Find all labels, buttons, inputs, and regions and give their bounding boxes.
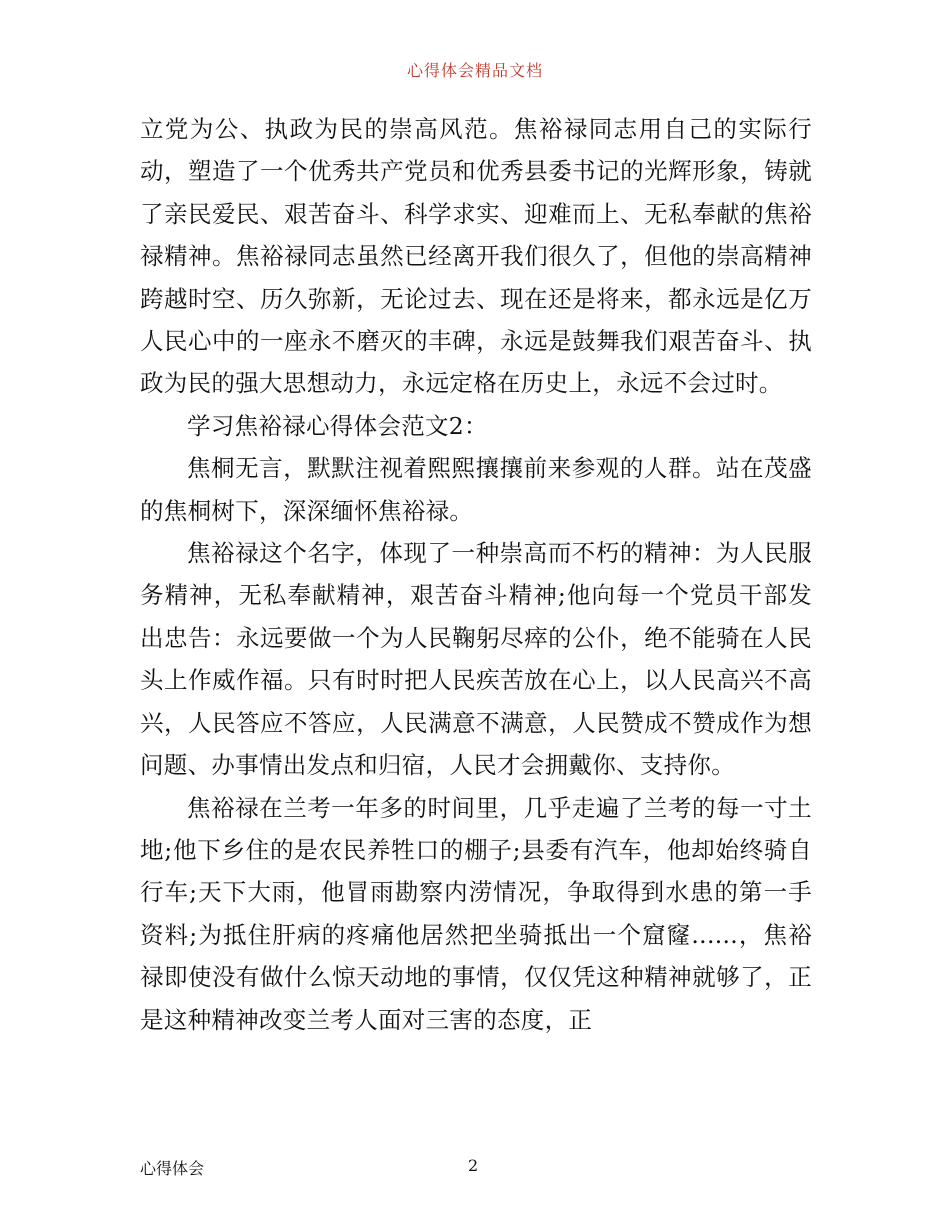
document-body [140,108,812,1041]
page-footer-label: 心得体会 [140,1159,205,1178]
paragraph-2-heading: 学习焦裕禄心得体会范文2： [187,411,488,440]
paragraph-4: 焦裕禄这个名字，体现了一种崇高而不朽的精神：为人民服务精神，无私奉献精神，艰苦奋斗精神;他向每一个党员干部发出忠告：永远要做一个为人民鞠躬尽瘁的公仆，绝不能骑在人民头上作威作福。只有时时把人民疾苦放在心上，以人民高兴不高兴，人民答应不答应，人民满意不满意，人民赞成不赞成作为想问题、办事情出发点和归宿，人民才会拥戴你、支持你。 [140,539,812,780]
paragraph-5: 焦裕禄在兰考一年多的时间里，几乎走遍了兰考的每一寸土地;他下乡住的是农民养牲口的棚子;县委有汽车，他却始终骑自行车;天下大雨，他冒雨勘察内涝情况，争取得到水患的第一手资料;为抵住肝病的疼痛他居然把坐骑抵出一个窟窿......，焦裕禄即使没有做什么惊天动地的事情，仅仅凭这种精神就够了，正是这种精神改变兰考人面对三害的态度，正 [140,793,812,1034]
page-number: 2 [468,1156,479,1175]
page-header-title: 心得体会精品文档 [406,61,543,80]
paragraph-1: 立党为公、执政为民的崇高风范。焦裕禄同志用自己的实际行动，塑造了一个优秀共产党员和优秀县委书记的光辉形象，铸就了亲民爱民、艰苦奋斗、科学求实、迎难而上、无私奉献的焦裕禄精神。焦裕禄同志虽然已经离开我们很久了，但他的崇高精神跨越时空、历久弥新，无论过去、现在还是将来，都永远是亿万人民心中的一座永不磨灭的丰碑，永远是鼓舞我们艰苦奋斗、执政为民的强大思想动力，永远定格在历史上，永远不会过时。 [140,115,812,398]
paragraph-3: 焦桐无言，默默注视着熙熙攘攘前来参观的人群。站在茂盛的焦桐树下，深深缅怀焦裕禄。 [140,454,812,525]
